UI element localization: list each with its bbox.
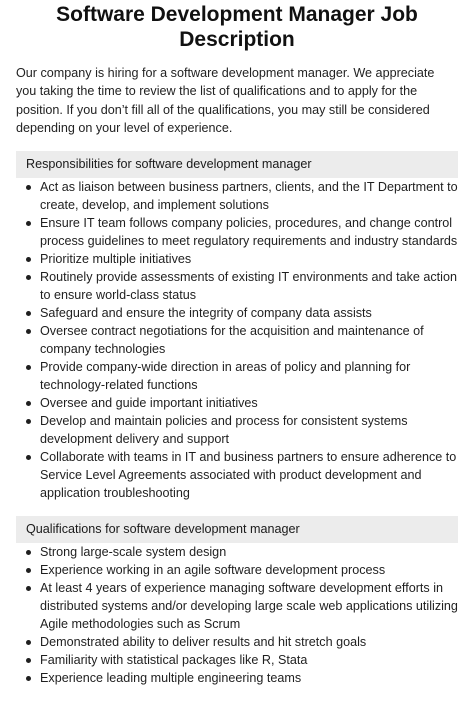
intro-paragraph: Our company is hiring for a software development manager. We appreciate you taking the time to review the list of qualifications and to apply for the position. If you don’t fill all of the qualifications, you may still be considered depending on your level of experience. (16, 66, 435, 136)
list-item: Collaborate with teams in IT and business partners to ensure adherence to Service Level Agreements associated with product development and application troubleshooting (40, 449, 457, 500)
list-item: Experience working in an agile software development process (40, 561, 458, 579)
responsibilities-list (16, 178, 458, 502)
list-item: Demonstrated ability to deliver results and hit stretch goals (40, 633, 458, 651)
qualifications-header (16, 516, 458, 543)
list-item: Experience leading multiple engineering teams (40, 669, 458, 687)
list-item: Strong large-scale system design (40, 543, 458, 561)
list-item: Develop and maintain policies and process for consistent systems development delivery and support (40, 412, 458, 448)
list-item: Safeguard and ensure the integrity of company data assists (40, 304, 458, 322)
list-item: At least 4 years of experience managing software development efforts in distributed systems and/or developing large scale web applications utilizing Agile methodologies such as Scrum (40, 580, 458, 631)
list-item: Act as liaison between business partners, clients, and the IT Department to create, develop, and implement solutions (40, 179, 458, 212)
list-item: Familiarity with statistical packages like R, Stata (40, 651, 458, 669)
list-item: Oversee and guide important initiatives (40, 394, 458, 412)
list-item: Ensure IT team follows company policies, procedures, and change control process guidelines to meet regulatory requirements and industry standards (40, 215, 458, 248)
qualifications-list (16, 543, 458, 687)
qualifications-heading: Qualifications for software development manager (26, 522, 300, 537)
list-item: Prioritize multiple initiatives (40, 250, 458, 268)
responsibilities-header (16, 151, 458, 178)
list-item: Oversee contract negotiations for the acquisition and maintenance of company technologies (40, 322, 458, 358)
list-item: Provide company-wide direction in areas of policy and planning for technology-related functions (40, 358, 458, 394)
page-title: Software Development Manager Job Description (56, 3, 418, 51)
list-item: Routinely provide assessments of existing IT environments and take action to ensure world-class status (40, 269, 457, 302)
responsibilities-heading: Responsibilities for software development manager (26, 157, 312, 172)
